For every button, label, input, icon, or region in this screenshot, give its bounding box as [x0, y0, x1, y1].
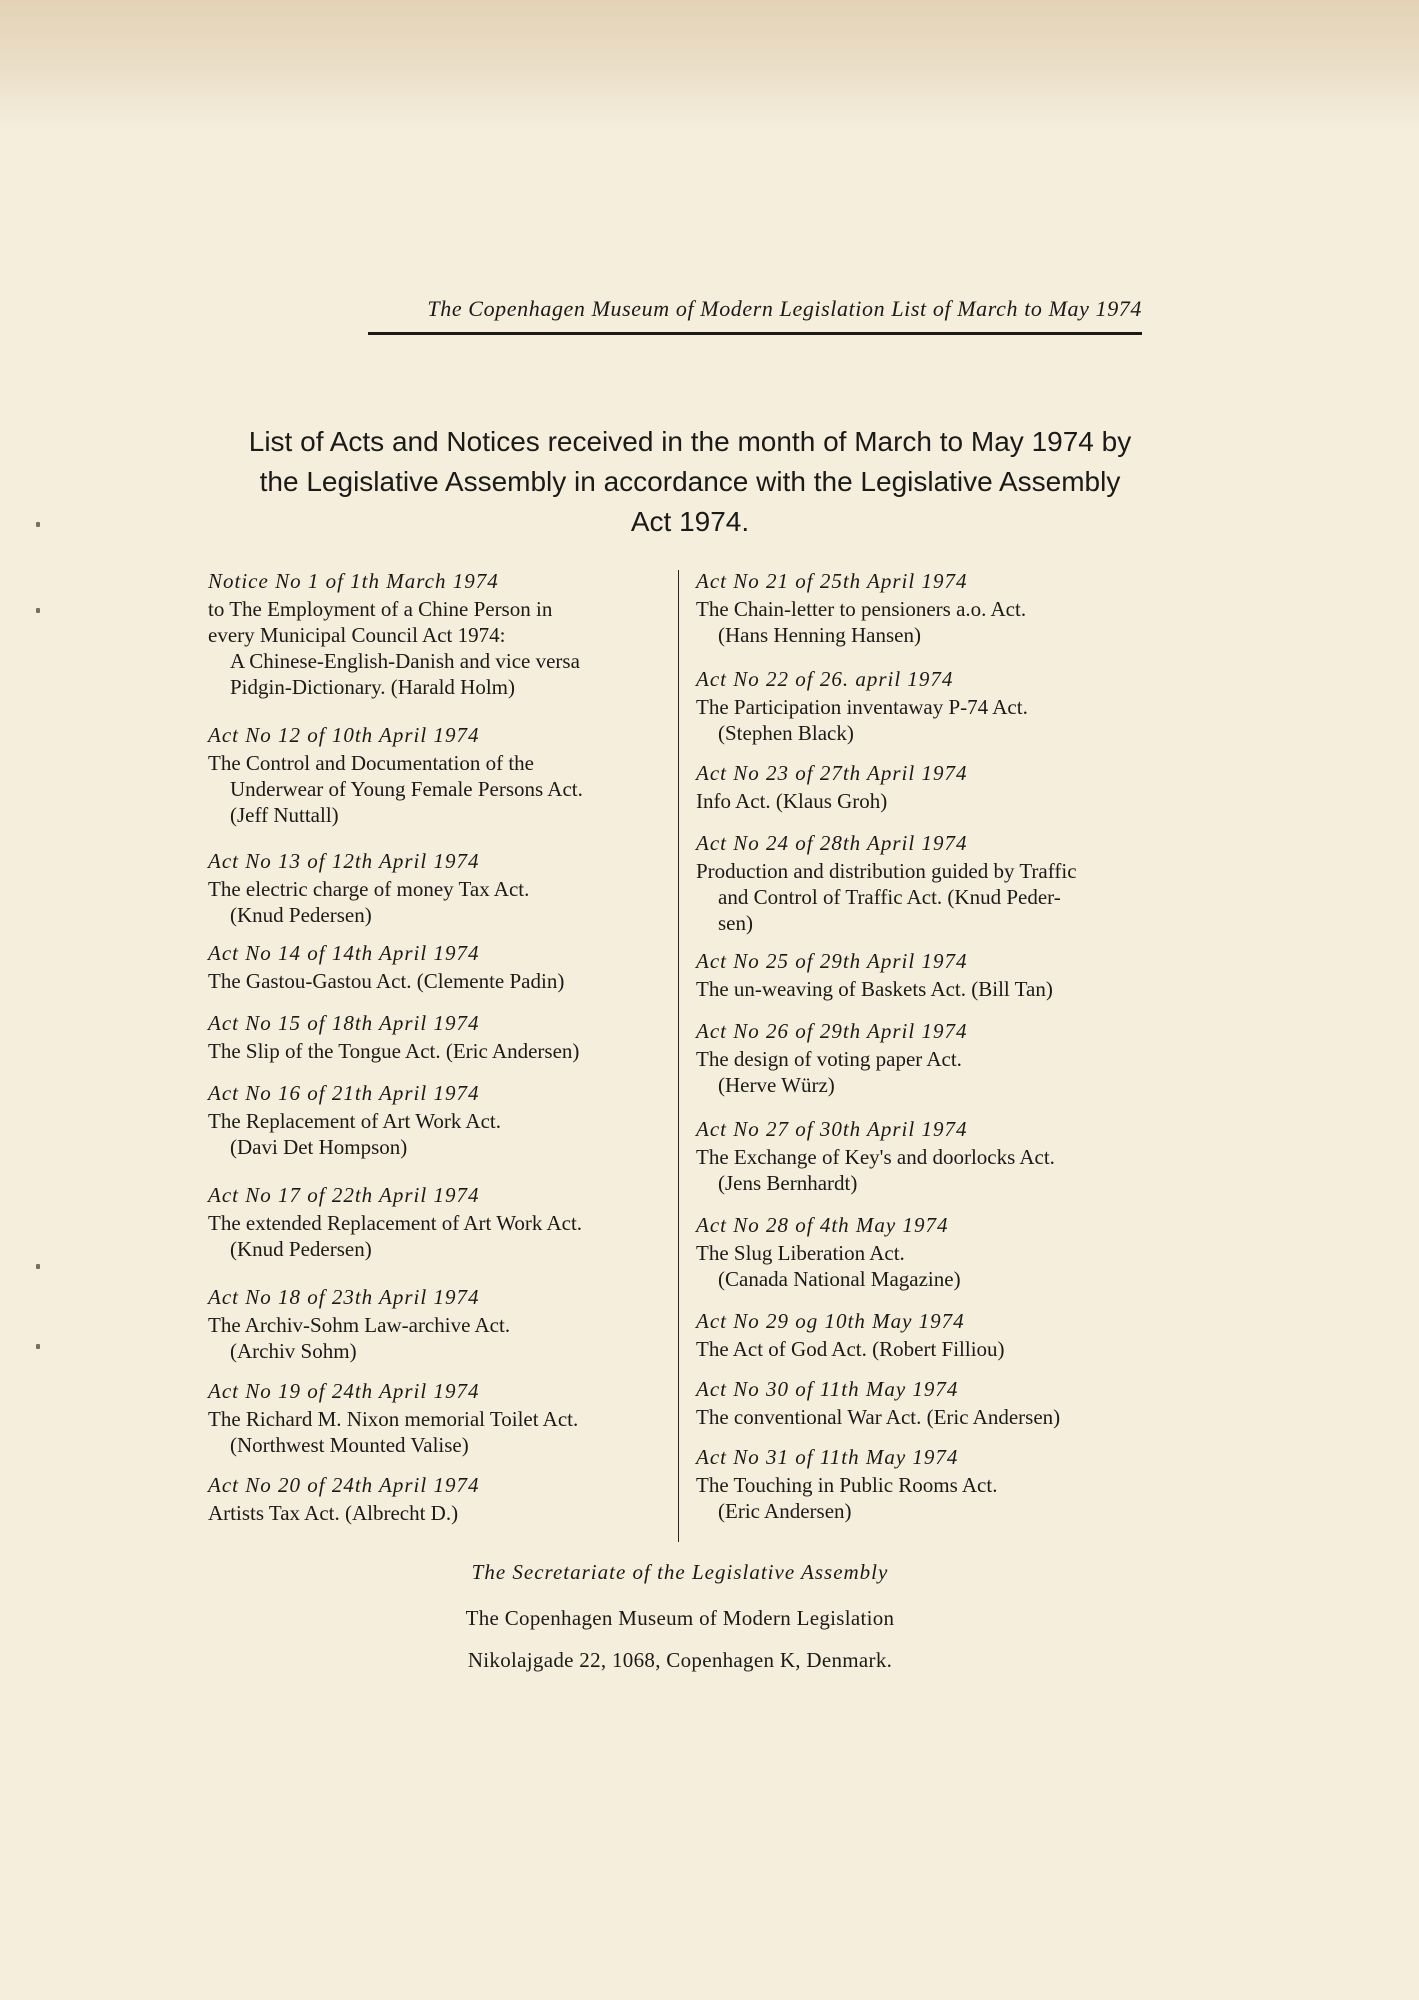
running-head-rule	[368, 332, 1142, 335]
act-description-line: and Control of Traffic Act. (Knud Peder-	[718, 885, 1061, 909]
heading-line-3: Act 1974.	[630, 506, 750, 537]
act-title: Act No 23 of 27th April 1974	[696, 761, 968, 785]
act-title: Act No 27 of 30th April 1974	[696, 1117, 968, 1141]
act-title: Act No 28 of 4th May 1974	[696, 1213, 949, 1237]
act-description	[696, 1046, 1166, 1098]
act-description-line: (Hans Henning Hansen)	[718, 623, 921, 647]
act-description	[696, 976, 1166, 1002]
act-description-line: (Canada National Magazine)	[718, 1267, 961, 1291]
act-description-line: The Chain-letter to pensioners a.o. Act.	[696, 597, 1027, 621]
act-description-line: (Jens Bernhardt)	[718, 1171, 858, 1195]
act-description	[208, 968, 678, 994]
act-description	[696, 596, 1166, 648]
act-description-line: The electric charge of money Tax Act.	[208, 877, 530, 901]
act-description-line: The Richard M. Nixon memorial Toilet Act.	[208, 1407, 579, 1431]
act-description-line: to The Employment of a Chine Person in	[208, 597, 553, 621]
act-title: Act No 12 of 10th April 1974	[208, 723, 480, 747]
act-description-line: The Participation inventaway P-74 Act.	[696, 695, 1028, 719]
act-entry	[696, 1018, 1166, 1098]
act-description-line: The Touching in Public Rooms Act.	[696, 1473, 998, 1497]
act-entry	[696, 830, 1166, 936]
act-description-line: (Knud Pedersen)	[230, 1237, 372, 1261]
act-description-line: sen)	[718, 911, 753, 935]
act-title: Act No 31 of 11th May 1974	[696, 1445, 959, 1469]
act-title: Act No 22 of 26. april 1974	[696, 667, 954, 691]
act-title: Act No 20 of 24th April 1974	[208, 1473, 480, 1497]
act-description-line: The design of voting paper Act.	[696, 1047, 962, 1071]
act-description	[208, 596, 678, 700]
act-title: Act No 14 of 14th April 1974	[208, 941, 480, 965]
act-entry	[696, 1212, 1166, 1292]
column-divider	[678, 570, 679, 1542]
act-description	[696, 1240, 1166, 1292]
act-entry	[208, 940, 678, 994]
act-entry	[696, 568, 1166, 648]
margin-mark	[36, 522, 40, 527]
act-entry	[696, 1444, 1166, 1524]
act-description-line: The un-weaving of Baskets Act. (Bill Tan)	[696, 977, 1053, 1001]
act-description-line: (Stephen Black)	[718, 721, 854, 745]
act-description-line: The Exchange of Key's and doorlocks Act.	[696, 1145, 1055, 1169]
act-description-line: (Jeff Nuttall)	[230, 803, 339, 827]
act-description	[208, 750, 678, 828]
heading-line-2: the Legislative Assembly in accordance with the Legislative Assembly	[259, 466, 1121, 497]
act-description-line: The Control and Documentation of the	[208, 751, 535, 775]
act-title: Act No 17 of 22th April 1974	[208, 1183, 480, 1207]
act-entry	[208, 1080, 678, 1160]
act-title: Act No 26 of 29th April 1974	[696, 1019, 968, 1043]
act-description	[208, 1108, 678, 1160]
act-entry	[208, 1284, 678, 1364]
act-title: Act No 29 og 10th May 1974	[696, 1309, 965, 1333]
act-title: Act No 21 of 25th April 1974	[696, 569, 968, 593]
act-entry	[696, 948, 1166, 1002]
act-entry	[208, 1378, 678, 1458]
act-description-line: The Archiv-Sohm Law-archive Act.	[208, 1313, 511, 1337]
act-description-line: Pidgin-Dictionary. (Harald Holm)	[230, 675, 515, 699]
act-description	[696, 1472, 1166, 1524]
heading-line-1: List of Acts and Notices received in the month of March to May 1974 by	[248, 426, 1132, 457]
act-description	[208, 1210, 678, 1262]
act-title: Act No 25 of 29th April 1974	[696, 949, 968, 973]
act-description-line: (Davi Det Hompson)	[230, 1135, 408, 1159]
act-title: Notice No 1 of 1th March 1974	[208, 569, 499, 593]
act-description-line: The Replacement of Art Work Act.	[208, 1109, 502, 1133]
act-entry	[696, 1116, 1166, 1196]
act-description-line: (Archiv Sohm)	[230, 1339, 357, 1363]
margin-mark	[36, 608, 40, 613]
act-description-line: Underwear of Young Female Persons Act.	[230, 777, 583, 801]
act-entry	[696, 760, 1166, 814]
act-description-line: Info Act. (Klaus Groh)	[696, 789, 888, 813]
act-title: Act No 24 of 28th April 1974	[696, 831, 968, 855]
act-description-line: Artists Tax Act. (Albrecht D.)	[208, 1501, 459, 1525]
document-heading	[190, 422, 1190, 542]
running-head: The Copenhagen Museum of Modern Legislation List of March to May 1974	[427, 296, 1142, 321]
act-entry	[208, 1472, 678, 1526]
act-description	[696, 788, 1166, 814]
act-description	[208, 1406, 678, 1458]
act-description-line: (Northwest Mounted Valise)	[230, 1433, 469, 1457]
footer-secretariate: The Secretariate of the Legislative Assembly	[471, 1560, 889, 1584]
act-title: Act No 15 of 18th April 1974	[208, 1011, 480, 1035]
act-description-line: (Eric Andersen)	[718, 1499, 852, 1523]
act-description	[208, 1500, 678, 1526]
act-title: Act No 18 of 23th April 1974	[208, 1285, 480, 1309]
act-title: Act No 13 of 12th April 1974	[208, 849, 480, 873]
act-description-line: (Herve Würz)	[718, 1073, 835, 1097]
act-description	[696, 694, 1166, 746]
footer-museum: The Copenhagen Museum of Modern Legislation	[465, 1606, 895, 1630]
act-title: Act No 16 of 21th April 1974	[208, 1081, 480, 1105]
act-entry	[696, 1376, 1166, 1430]
act-description	[696, 1404, 1166, 1430]
act-entry	[208, 1010, 678, 1064]
act-entry	[696, 666, 1166, 746]
act-entry	[208, 722, 678, 828]
act-title: Act No 30 of 11th May 1974	[696, 1377, 959, 1401]
act-description-line: The Act of God Act. (Robert Filliou)	[696, 1337, 1005, 1361]
act-title: Act No 19 of 24th April 1974	[208, 1379, 480, 1403]
act-description	[208, 1038, 678, 1064]
act-description-line: every Municipal Council Act 1974:	[208, 623, 506, 647]
act-description	[696, 1144, 1166, 1196]
act-entry	[208, 568, 678, 700]
act-description	[208, 1312, 678, 1364]
act-description-line: (Knud Pedersen)	[230, 903, 372, 927]
act-description-line: A Chinese-English-Danish and vice versa	[230, 649, 580, 673]
act-entry	[208, 848, 678, 928]
act-description-line: Production and distribution guided by Traffic	[696, 859, 1077, 883]
act-description-line: The conventional War Act. (Eric Andersen)	[696, 1405, 1061, 1429]
footer-address: Nikolajgade 22, 1068, Copenhagen K, Denmark.	[467, 1648, 893, 1672]
act-description-line: The Slug Liberation Act.	[696, 1241, 905, 1265]
act-description-line: The Gastou-Gastou Act. (Clemente Padin)	[208, 969, 565, 993]
act-description	[696, 858, 1166, 936]
act-description-line: The extended Replacement of Art Work Act.	[208, 1211, 583, 1235]
act-entry	[696, 1308, 1166, 1362]
margin-mark	[36, 1344, 40, 1349]
act-description-line: The Slip of the Tongue Act. (Eric Andersen)	[208, 1039, 580, 1063]
page-top-shading	[0, 0, 1419, 130]
act-description	[208, 876, 678, 928]
margin-mark	[36, 1264, 40, 1269]
act-description	[696, 1336, 1166, 1362]
act-entry	[208, 1182, 678, 1262]
